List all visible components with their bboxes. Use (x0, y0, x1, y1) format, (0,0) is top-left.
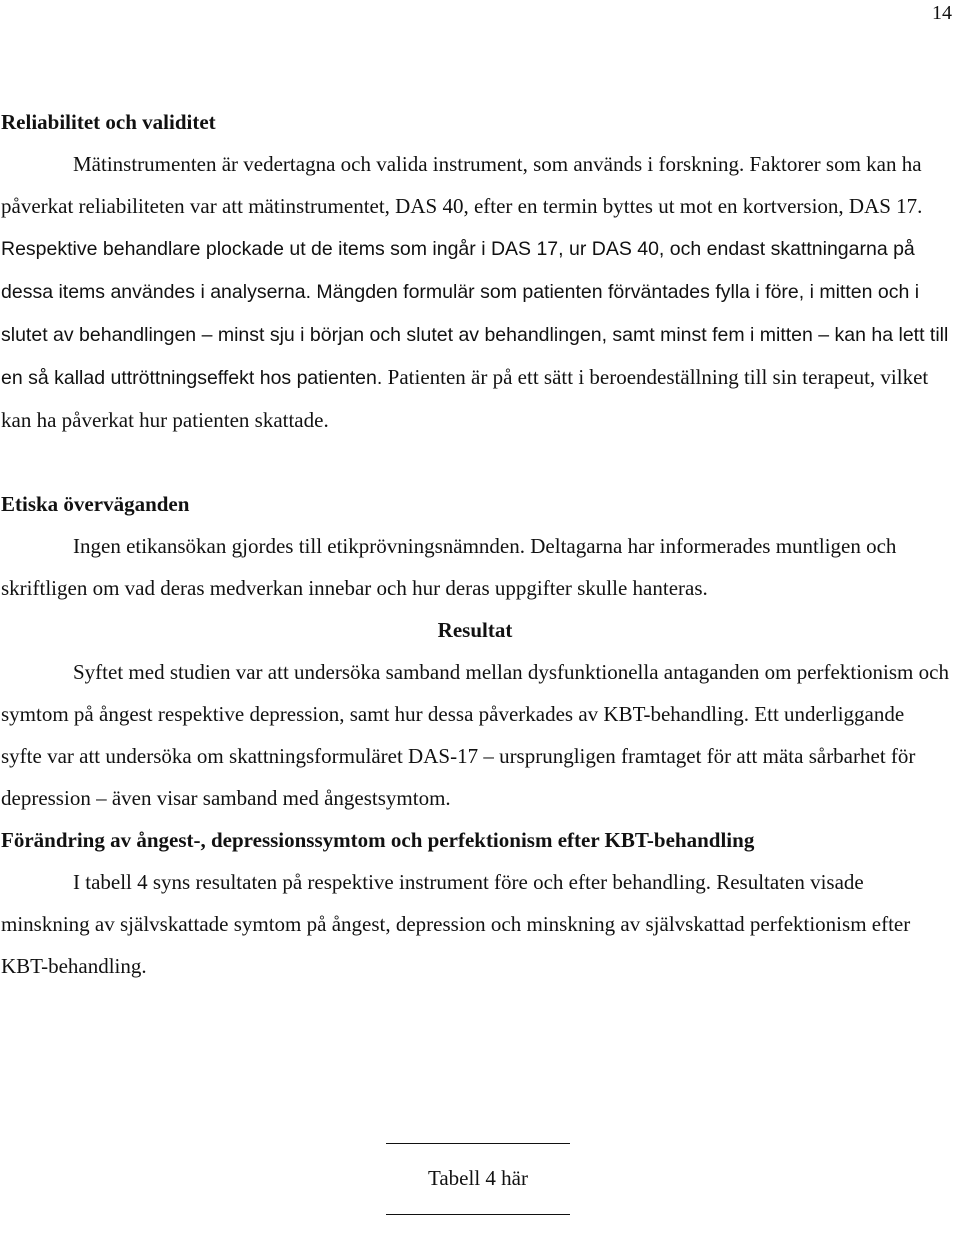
table-placeholder (386, 1143, 570, 1215)
table-placeholder-bottom-rule (386, 1214, 570, 1215)
reliability-paragraph (1, 143, 949, 441)
reliability-text-part-1: Mätinstrumenten är vedertagna och valida instrument, som används i forskning. Faktorer som kan ha påverkat reliabiliteten var att mätinstrumentet, DAS 40, efter en termin byttes ut mot en kortversion, DAS 17. (1, 152, 923, 218)
reliability-text-part-2: Respektive behandlare plockade ut de items som ingår i DAS 17, ur DAS 40, och endast skattningarna på dessa items användes i analyserna. Mängden formulär som patienten förväntades fylla i före, i mitten och i slutet av behandlingen – minst sju i början och slutet av behandlingen, samt minst fem i mitten – kan ha lett till en så kallad uttröttningseffekt hos patienten. (1, 238, 949, 389)
table-placeholder-label: Tabell 4 här (428, 1166, 528, 1190)
document-content (1, 101, 949, 987)
section-heading-ethics: Etiska överväganden (1, 492, 190, 516)
reliability-text-part-3: Patienten är på ett sätt i beroendeställning till sin terapeut, vilket kan ha påverkat hur patienten skattade. (1, 365, 929, 432)
section-heading-change: Förändring av ångest-, depressionssymtom och perfektionism efter KBT-behandling (1, 828, 755, 852)
section-heading-reliability: Reliabilitet och validitet (1, 110, 216, 134)
section-gap (1, 441, 949, 483)
table-placeholder-top-rule (386, 1143, 570, 1144)
section-heading-results: Resultat (437, 618, 513, 642)
page-number: 14 (932, 2, 952, 24)
ethics-paragraph: Ingen etikansökan gjordes till etikprövningsnämnden. Deltagarna har informerades muntligen och skriftligen om vad deras medverkan innebar och hur deras uppgifter skulle hanteras. (1, 534, 897, 600)
change-paragraph: I tabell 4 syns resultaten på respektive instrument före och efter behandling. Resultaten visade minskning av självskattade symtom på ångest, depression och minskning av självskattad perfektionism efter KBT-behandling. (1, 870, 911, 978)
results-paragraph: Syftet med studien var att undersöka samband mellan dysfunktionella antaganden om perfektionism och symtom på ångest respektive depression, samt hur dessa påverkades av KBT-behandling. Ett underliggande syfte var att undersöka om skattningsformuläret DAS-17 – ursprungligen framtaget för att mäta sårbarhet för depression – även visar samband med ångestsymtom. (1, 660, 949, 810)
